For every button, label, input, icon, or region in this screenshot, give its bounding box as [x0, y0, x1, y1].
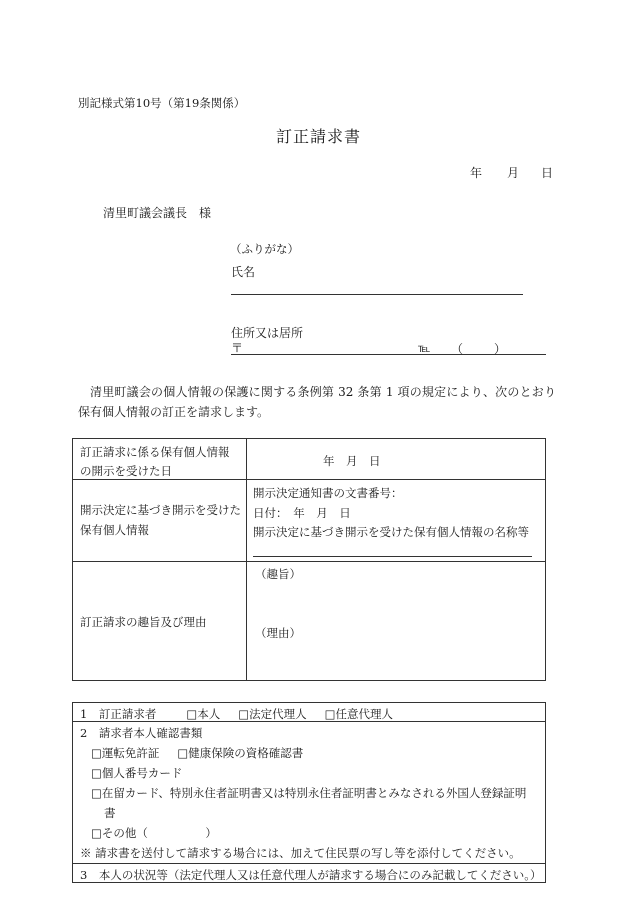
principal-status-label: 3 本人の状況等（法定代理人又は任意代理人が請求する場合にのみ記載してください。）: [80, 868, 542, 882]
info-name-line: [253, 556, 532, 557]
tel-mark: ℡: [418, 341, 431, 355]
checkbox-legal-agent[interactable]: □法定代理人: [238, 707, 307, 721]
intro-text: 清里町議会の個人情報の保護に関する条例第 32 条第 1 項の規定により、次のとおり保有個人情報の訂正を請求します。: [78, 385, 556, 419]
checkbox-health-insurance[interactable]: □健康保険の資格確認書: [177, 746, 304, 760]
purpose-reason-label: 訂正請求の趣旨及び理由: [80, 615, 207, 629]
checkbox-voluntary-agent[interactable]: □任意代理人: [324, 707, 393, 721]
info-name-label: 開示決定に基づき開示を受けた保有個人情報の名称等: [253, 525, 529, 539]
checkbox-my-number-card[interactable]: □個人番号カード: [91, 766, 183, 780]
date-day: 日: [541, 166, 554, 180]
name-label: 氏名: [231, 265, 256, 279]
address-label: 住所又は居所: [231, 326, 304, 340]
residence-card-continuation: 書: [104, 806, 116, 820]
purpose-label: （趣旨）: [255, 567, 301, 581]
form-number: 別記様式第10号（第19条関係）: [78, 96, 246, 110]
date-year: 年: [470, 166, 483, 180]
notice-date-label: 日付： 年 月 日: [253, 506, 351, 520]
notice-number-label: 開示決定通知書の文書番号：: [253, 486, 403, 500]
addressee: 清里町議会議長 様: [103, 206, 212, 220]
name-line: [231, 294, 523, 295]
date-month: 月: [507, 166, 520, 180]
requester-type-row: [80, 706, 393, 722]
id-docs-label: 2 請求者本人確認書類: [80, 726, 203, 740]
address-line: [231, 354, 546, 355]
checkbox-drivers-license[interactable]: □運転免許証: [91, 746, 160, 760]
tel-paren-open: （: [451, 342, 464, 356]
requester-type-label: 1 訂正請求者: [80, 707, 157, 721]
tel-paren-close: ）: [494, 342, 507, 356]
page-title: 訂正請求書: [276, 127, 362, 146]
reason-label: （理由）: [255, 626, 301, 640]
checkbox-other[interactable]: □その他（ ）: [91, 826, 217, 840]
disclosed-date-value: 年 月 日: [323, 454, 381, 468]
checkbox-self[interactable]: □本人: [186, 707, 221, 721]
mail-note: ※ 請求書を送付して請求する場合には、加えて住民票の写し等を添付してください。: [80, 846, 521, 860]
disclosed-date-label: 訂正請求に係る保有個人情報の開示を受けた日: [80, 445, 230, 478]
postal-mark: 〒: [231, 341, 244, 355]
disclosed-info-label: 開示決定に基づき開示を受けた保有個人情報: [80, 503, 241, 537]
id-docs-row1: [91, 745, 303, 761]
checkbox-residence-card[interactable]: □在留カード、特別永住者証明書又は特別永住者証明書とみなされる外国人登録証明: [91, 786, 527, 800]
furigana-label: （ふりがな）: [230, 242, 299, 256]
